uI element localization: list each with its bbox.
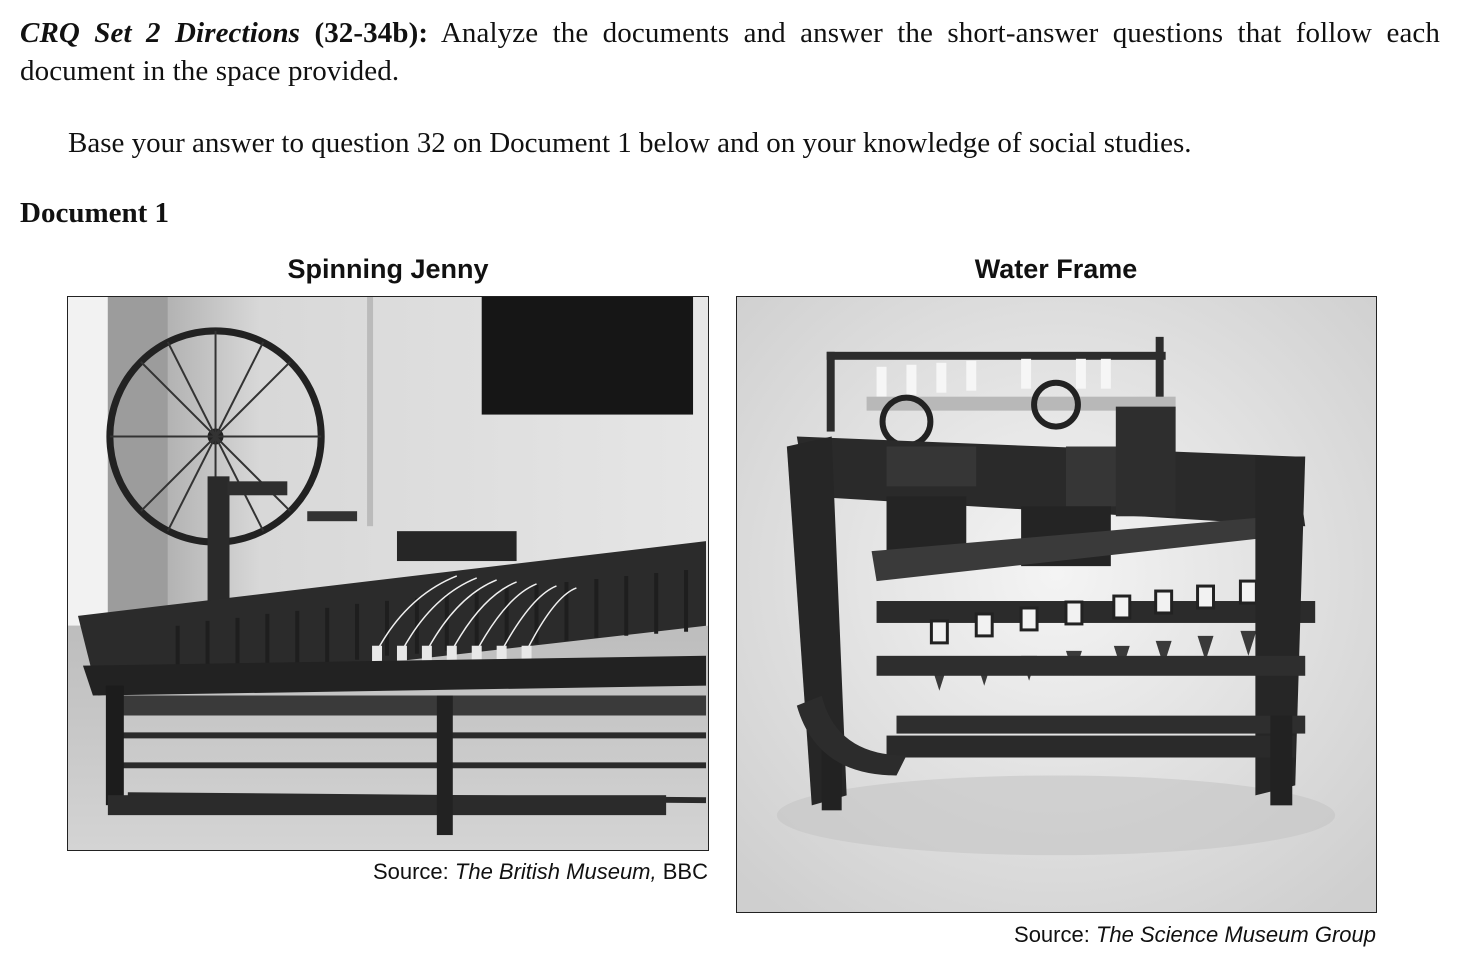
directions-paragraph [20, 14, 1440, 90]
base-instruction: Base your answer to question 32 on Document 1 below and on your knowledge of social studies. [68, 127, 1192, 159]
source-suffix: BBC [662, 859, 708, 884]
spinning-jenny-photo [67, 296, 709, 851]
water-frame-caption: Water Frame [974, 254, 1138, 284]
directions-range: (32-34b): [314, 17, 429, 49]
water-frame-photo [736, 296, 1377, 913]
source-italic: The Science Museum Group [1095, 922, 1376, 947]
water-frame-source [760, 921, 1376, 949]
spinning-jenny-caption: Spinning Jenny [287, 254, 489, 284]
directions-lead: CRQ Set 2 Directions [20, 17, 301, 49]
source-prefix: Source: [372, 859, 449, 884]
source-prefix: Source: [1014, 922, 1090, 947]
source-italic: The British Museum, [454, 859, 657, 884]
directions-text: Analyze the documents and answer the short-answer questions that follow each document in the space provided. [20, 17, 1440, 87]
document-title: Document 1 [20, 197, 170, 229]
spinning-jenny-source [200, 858, 708, 886]
